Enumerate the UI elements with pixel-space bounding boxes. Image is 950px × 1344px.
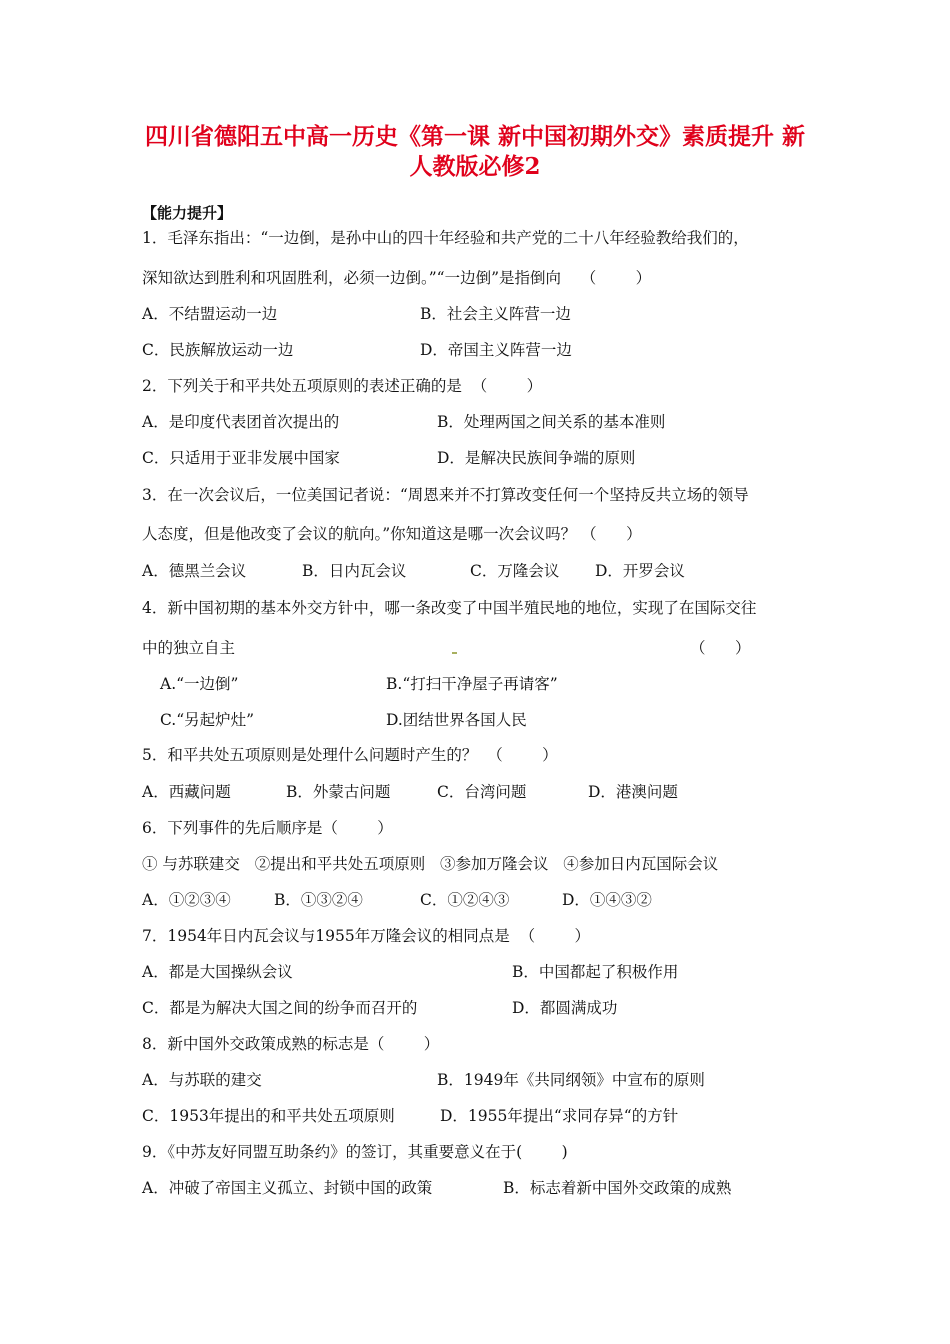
question-3-option-a: A．德黑兰会议 [142,562,247,580]
question-3-stem-1: 3．在一次会议后，一位美国记者说：“周恩来并不打算改变任何一个坚持反共立场的领导 [142,486,749,504]
document-title-line-2: 人教版必修2 [409,153,541,180]
question-6-option-a: A．①②③④ [142,891,231,909]
question-4-option-a: A.“一边倒” [160,675,239,693]
question-1-option-b: B．社会主义阵营一边 [420,305,571,323]
question-1-stem-1: 1．毛泽东指出：“一边倒，是孙中山的四十年经验和共产党的二十八年经验教给我们的， [142,229,749,247]
question-6-option-c: C．①②④③ [420,891,510,909]
question-1-stem-2: 深知欲达到胜利和巩固胜利，必须一边倒。”“一边倒”是指倒向 （ ） [142,269,652,287]
question-1-option-a: A．不结盟运动一边 [142,305,278,323]
question-4-option-d: D.团结世界各国人民 [386,711,527,729]
question-4-answer-blank: （ ） [690,639,751,657]
question-8-option-c: C．1953年提出的和平共处五项原则 [142,1107,395,1125]
question-1-option-c: C．民族解放运动一边 [142,341,294,359]
question-4-stem-2: 中的独立自主 [142,639,236,657]
question-3-stem-2: 人态度，但是他改变了会议的航向。”你知道这是哪一次会议吗？ （ ） [142,525,642,543]
question-7-option-a: A．都是大国操纵会议 [142,963,293,981]
question-2-option-d: D．是解决民族间争端的原则 [437,449,636,467]
section-heading: 【能力提升】 [142,204,233,222]
question-9-option-a: A．冲破了帝国主义孤立、封锁中国的政策 [142,1179,433,1197]
question-2-option-c: C．只适用于亚非发展中国家 [142,449,340,467]
question-7-option-b: B．中国都起了积极作用 [512,963,679,981]
question-5-option-b: B．外蒙古问题 [286,783,391,801]
question-8-option-a: A．与苏联的建交 [142,1071,262,1089]
question-5-option-a: A．西藏问题 [142,783,231,801]
question-2-option-b: B．处理两国之间关系的基本准则 [437,413,666,431]
question-6-option-d: D．①④③② [562,891,652,909]
question-2-stem: 2．下列关于和平共处五项原则的表述正确的是 （ ） [142,377,543,395]
question-3-option-d: D．开罗会议 [595,562,685,580]
question-7-stem: 7．1954年日内瓦会议与1955年万隆会议的相同点是 （ ） [142,927,591,945]
document-title-line-1: 四川省德阳五中高一历史《第一课 新中国初期外交》素质提升 新 [144,123,805,150]
question-1-option-d: D．帝国主义阵营一边 [420,341,572,359]
question-8-option-b: B．1949年《共同纲领》中宣布的原则 [437,1071,705,1089]
question-6-events: ① 与苏联建交 ②提出和平共处五项原则 ③参加万隆会议 ④参加日内瓦国际会议 [142,855,719,873]
question-4-stem-1: 4．新中国初期的基本外交方针中，哪一条改变了中国半殖民地的地位，实现了在国际交往 [142,599,757,617]
question-3-option-c: C．万隆会议 [470,562,560,580]
question-6-stem: 6．下列事件的先后顺序是（ ） [142,819,393,837]
question-7-option-d: D．都圆满成功 [512,999,618,1017]
question-9-stem: 9．《中苏友好同盟互助条约》的签订，其重要意义在于( ) [142,1143,568,1161]
question-4-option-c: C.“另起炉灶” [160,711,255,729]
question-9-option-b: B．标志着新中国外交政策的成熟 [503,1179,732,1197]
question-3-option-b: B．日内瓦会议 [302,562,407,580]
question-7-option-c: C．都是为解决大国之间的纷争而召开的 [142,999,418,1017]
question-5-stem: 5．和平共处五项原则是处理什么问题时产生的？ （ ） [142,746,558,764]
question-5-option-c: C．台湾问题 [437,783,527,801]
question-8-stem: 8．新中国外交政策成熟的标志是（ ） [142,1035,440,1053]
question-8-option-d: D．1955年提出“求同存异“的方针 [440,1107,679,1125]
question-2-option-a: A．是印度代表团首次提出的 [142,413,340,431]
question-5-option-d: D．港澳问题 [588,783,678,801]
stray-mark [452,652,457,654]
question-4-option-b: B.“打扫干净屋子再请客” [386,675,558,693]
question-6-option-b: B．①③②④ [274,891,363,909]
